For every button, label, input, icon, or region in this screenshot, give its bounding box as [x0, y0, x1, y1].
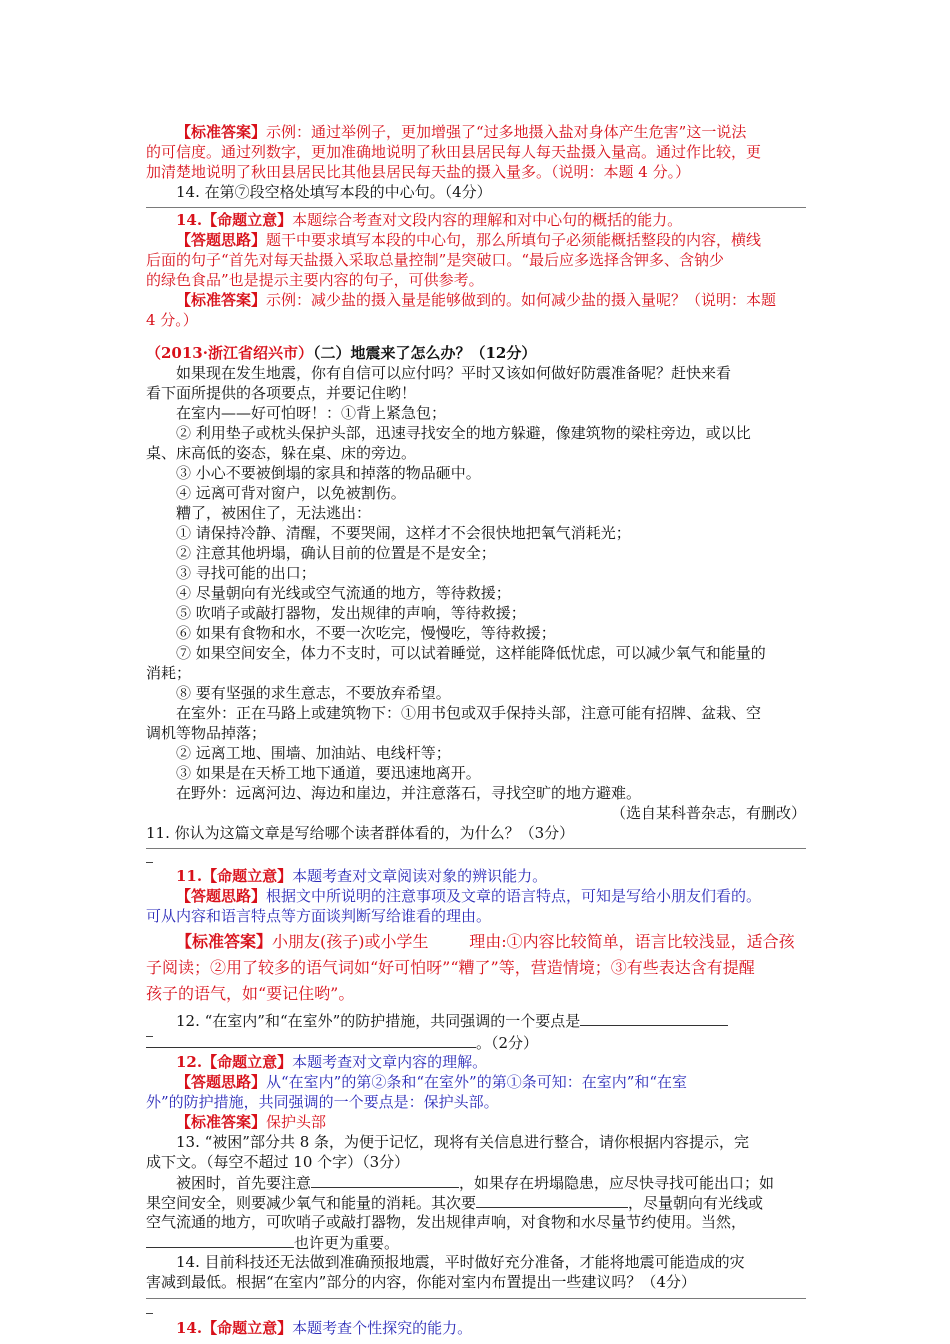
source-note: （选自某科普杂志，有删改） [610, 804, 806, 822]
q14-idea-line: 的绿色食品”也是提示主要内容的句子，可供参考。 [146, 271, 484, 289]
passage-line: 在野外：远离河边、海边和崖边，并注意落石，寻找空旷的地方避难。 [176, 784, 642, 802]
q13-fill: 果空间安全，则要减少氧气和能量的消耗。其次要 ，尽量朝向有光线或 [146, 1194, 764, 1212]
answer-line [146, 207, 806, 208]
q14-idea: 【答题思路】题干中要求填写本段的中心句，那么所填句子必须能概括整段的内容，横线 [176, 231, 762, 249]
q13-answer-line: 【标准答案】示例：通过举例子，更加增强了“过多地摄入盐对身体产生危害”这一说法 [176, 123, 747, 141]
q13-question: 13. “被困”部分共 8 条，为便于记忆，现将有关信息进行整合，请你根据内容提示，完 [176, 1133, 750, 1151]
q14-answer-line: 4 分。） [146, 311, 198, 329]
q11-idea-line: 可从内容和语言特点等方面谈判断写给谁看的理由。 [146, 907, 492, 925]
passage-line: ⑦ 如果空间安全，体力不支时，可以试着睡觉，这样能降低忧虑，可以减少氧气和能量的 [176, 644, 766, 662]
q14-question: 14. 目前科技还无法做到准确预报地震，平时做好充分准备，才能将地震可能造成的灾 [176, 1253, 745, 1271]
passage-line: 调机等物品掉落； [146, 724, 267, 742]
passage-line: ④ 尽量朝向有光线或空气流通的地方，等待救援； [176, 584, 511, 602]
passage-line: ③ 寻找可能的出口； [176, 564, 316, 582]
passage-line: ③ 如果是在天桥工地下通道，要迅速地离开。 [176, 764, 481, 782]
q11-intent: 11.【命题立意】本题考查对文章阅读对象的辨识能力。 [176, 867, 548, 885]
answer-line [146, 848, 806, 849]
passage-line: 糟了，被困住了，无法逃出： [176, 504, 372, 522]
passage-line: 在室外：正在马路上或建筑物下：①用书包或双手保持头部，注意可能有招牌、盆栽、空 [176, 704, 762, 722]
passage-line: 如果现在发生地震，你有自信可以应付吗？平时又该如何做好防震准备呢？赶快来看 [176, 364, 732, 382]
q11-question: 11. 你认为这篇文章是写给哪个读者群体看的，为什么？（3分） [146, 824, 575, 842]
q13-answer-line: 的可信度。通过列数字，更加准确地说明了秋田县居民每人每天盐摄入量高。通过作比较，更 [146, 143, 762, 161]
q12-question-end: 。（2分） [146, 1032, 806, 1053]
q13-fill: 也许更为重要。 [146, 1232, 806, 1253]
passage-line: ⑤ 吹哨子或敲打器物，发出规律的声响，等待救援； [176, 604, 526, 622]
passage-line: ④ 远离可背对窗户，以免被割伤。 [176, 484, 406, 502]
q12-answer: 【标准答案】保护头部 [176, 1113, 327, 1131]
q12-idea: 【答题思路】从“在室内”的第②条和“在室外”的第①条可知：在室内”和“在室 [176, 1073, 688, 1091]
passage-line: ⑧ 要有坚强的求生意志，不要放弃希望。 [176, 684, 451, 702]
q12-idea-line: 外”的防护措施，共同强调的一个要点是：保护头部。 [146, 1093, 499, 1111]
passage-line: 消耗； [146, 664, 192, 682]
passage-line: ② 利用垫子或枕头保护头部，迅速寻找安全的地方躲避，像建筑物的梁柱旁边，或以比 [176, 424, 751, 442]
q11-answer-line: 子阅读；②用了较多的语气词如“好可怕呀”“糟了”等，营造情境；③有些表达含有提醒 [146, 958, 755, 977]
q12-blank-cont[interactable] [146, 1032, 476, 1048]
q14-question-line: 害减到最低。根据“在室内”部分的内容，你能对室内布置提出一些建议吗？（4分） [146, 1273, 696, 1291]
line-mark [146, 862, 153, 863]
passage-line: 看下面所提供的各项要点，并要记住哟！ [146, 384, 417, 402]
q12-blank[interactable] [580, 1010, 728, 1026]
passage-line: ⑥ 如果有食物和水，不要一次吃完，慢慢吃，等待救援； [176, 624, 556, 642]
q14-question: 14. 在第⑦段空格处填写本段的中心句。（4分） [176, 183, 492, 201]
section-heading: （2013·浙江省绍兴市）（二）地震来了怎么办？（12分） [146, 344, 537, 362]
passage-line: ② 远离工地、围墙、加油站、电线杆等； [176, 744, 451, 762]
q11-idea: 【答题思路】根据文中所说明的注意事项及文章的语言特点，可知是写给小朋友们看的。 [176, 887, 762, 905]
passage-line: 在室内——好可怕呀！：①背上紧急包； [176, 404, 447, 422]
passage-line: ③ 小心不要被倒塌的家具和掉落的物品砸中。 [176, 464, 481, 482]
q13-question-line: 成下文。（每空不超过 10 个字）（3分） [146, 1153, 410, 1171]
q11-answer: 【标准答案】小朋友(孩子)或小学生 理由:①内容比较简单，语言比较浅显，适合孩 [176, 932, 795, 951]
q14-idea-line: 后面的句子“首先对每天盐摄入采取总量控制”是突破口。“最后应多选择含钾多、含钠少 [146, 251, 725, 269]
passage-line: ① 请保持冷静、清醒，不要哭闹，这样才不会很快地把氧气消耗光； [176, 524, 631, 542]
q12-question: 12. “在室内”和“在室外”的防护措施，共同强调的一个要点是 [176, 1010, 806, 1031]
q13-blank-2[interactable] [476, 1192, 628, 1208]
q13-blank-1[interactable] [311, 1172, 459, 1188]
q11-answer-line: 孩子的语气，如“要记住哟”。 [146, 984, 355, 1003]
q13-blank-3[interactable] [146, 1232, 294, 1248]
q13-answer-line: 加清楚地说明了秋田县居民比其他县居民每天盐的摄入量多。（说明：本题 4 分。） [146, 163, 691, 181]
q13-fill: 空气流通的地方，可吹哨子或敲打器物，发出规律声响，对食物和水尽量节约使用。当然， [146, 1213, 747, 1231]
q12-intent: 12.【命题立意】本题考查对文章内容的理解。 [176, 1053, 488, 1071]
answer-line [146, 1298, 806, 1299]
q13-fill: 被困时，首先要注意 ，如果存在坍塌隐患，应尽快寻找可能出口；如 [176, 1174, 775, 1192]
passage-line: 桌、床高低的姿态，躲在桌、床的旁边。 [146, 444, 417, 462]
q14-intent: 14.【命题立意】本题考查个性探究的能力。 [176, 1319, 473, 1337]
passage-line: ② 注意其他坍塌，确认目前的位置是不是安全； [176, 544, 496, 562]
q14-answer: 【标准答案】示例：减少盐的摄入量是能够做到的。如何减少盐的摄入量呢？（说明：本题 [176, 291, 777, 309]
q14-intent: 14.【命题立意】本题综合考查对文段内容的理解和对中心句的概括的能力。 [176, 211, 683, 229]
line-mark [146, 1313, 153, 1314]
